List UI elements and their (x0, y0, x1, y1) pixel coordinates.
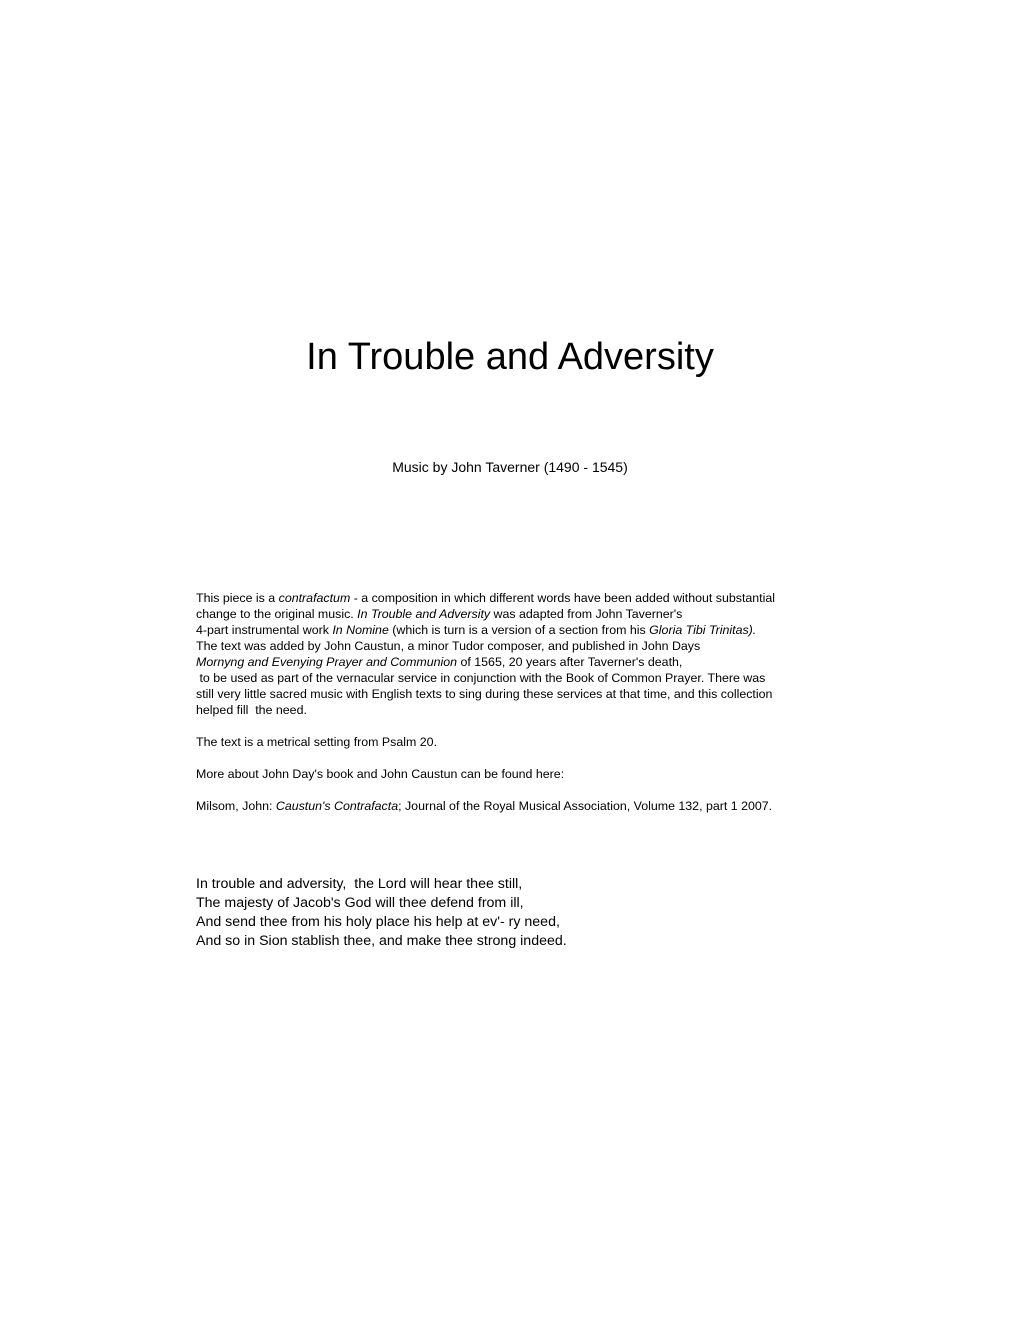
citation: Milsom, John: Caustun's Contrafacta; Journal of the Royal Musical Association, Volume 132, part 1 2007. (196, 799, 773, 813)
term-contrafactum: contrafactum (278, 591, 351, 605)
notes-line: helped fill the need. (196, 703, 307, 717)
notes-line: Mornyng and Evenying Prayer and Communion of 1565, 20 years after Taverner's death, (196, 655, 683, 669)
lyric-line: The majesty of Jacob's God will thee defend from ill, (196, 895, 524, 911)
page-title: In Trouble and Adversity (306, 336, 714, 378)
work-title-in-nomine: In Nomine (332, 623, 389, 637)
work-title-in-trouble: In Trouble and Adversity (357, 607, 494, 621)
lyric-line: And so in Sion stablish thee, and make thee strong indeed. (196, 933, 567, 949)
notes-line: The text was added by John Caustun, a minor Tudor composer, and published in John Days (196, 639, 701, 653)
program-notes (196, 590, 876, 830)
notes-line: This piece is a contrafactum - a composition in which different words have been added without substantial (196, 591, 776, 605)
lyric-line: In trouble and adversity, the Lord will hear thee still, (196, 876, 523, 892)
lyric-line: And send thee from his holy place his help at ev'- ry need, (196, 914, 560, 930)
notes-paragraph-psalm: The text is a metrical setting from Psalm 20. (196, 735, 438, 749)
work-title-gloria: Gloria Tibi Trinitas). (649, 623, 757, 637)
notes-paragraph-contrafactum (196, 590, 876, 718)
notes-line: 4-part instrumental work In Nomine (which is turn is a version of a section from his Gloria Tibi Trinitas). (196, 623, 757, 637)
composer-credit: Music by John Taverner (1490 - 1545) (392, 459, 628, 475)
notes-paragraph-more-info: More about John Day's book and John Caustun can be found here: (196, 767, 565, 781)
notes-line: to be used as part of the vernacular service in conjunction with the Book of Common Prayer. There was (196, 671, 766, 685)
notes-line: change to the original music. In Trouble and Adversity was adapted from John Taverner's (196, 607, 683, 621)
article-title: Caustun's Contrafacta (275, 799, 399, 813)
notes-line: still very little sacred music with English texts to sing during these services at that time, and this collection (196, 687, 773, 701)
lyrics-block (196, 875, 896, 951)
book-title: Mornyng and Evenying Prayer and Communion (196, 655, 458, 669)
